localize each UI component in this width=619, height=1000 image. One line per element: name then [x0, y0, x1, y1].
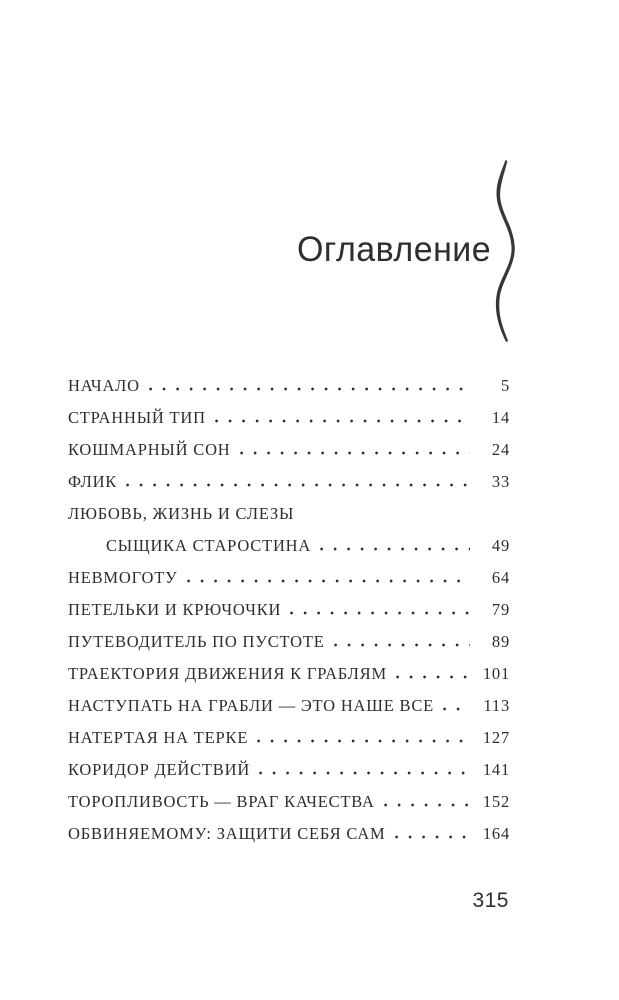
- toc-entry-page: 89: [491, 632, 510, 651]
- toc-entry: [68, 728, 510, 760]
- toc-entry-page: 5: [500, 376, 510, 395]
- dot-leader: [215, 419, 470, 423]
- toc-entry-page: 79: [491, 600, 510, 619]
- toc-entry-title: ОБВИНЯЕМОМУ: ЗАЩИТИ СЕБЯ САМ: [68, 824, 386, 843]
- toc-entry-title: СЫЩИКА СТАРОСТИНА: [106, 536, 312, 555]
- dot-leader: [396, 675, 470, 679]
- folio-page-number: 315: [472, 889, 509, 912]
- toc-entry: [68, 376, 510, 408]
- toc-entry-title: СТРАННЫЙ ТИП: [68, 408, 206, 427]
- toc-entry-title: ФЛИК: [68, 472, 118, 491]
- toc-entry: [68, 760, 510, 792]
- toc-entry-title: ПЕТЕЛЬКИ И КРЮЧОЧКИ: [68, 600, 282, 619]
- toc-entry-page: 113: [483, 696, 510, 715]
- toc-entry-page: 24: [491, 440, 510, 459]
- toc-entry: [68, 504, 510, 536]
- dot-leader: [149, 387, 470, 391]
- toc-entry-title: ПУТЕВОДИТЕЛЬ ПО ПУСТОТЕ: [68, 632, 325, 651]
- toc-entry: [68, 440, 510, 472]
- toc-entry: [68, 696, 510, 728]
- dot-leader: [257, 739, 470, 743]
- toc-entry: [68, 472, 510, 504]
- toc-entry: [68, 408, 510, 440]
- toc-entry: [68, 664, 510, 696]
- dot-leader: [259, 771, 470, 775]
- toc-entry-page: 141: [482, 760, 510, 779]
- decorative-squiggle-icon: [480, 150, 530, 355]
- toc-entry: [68, 600, 510, 632]
- toc-entry-page: 33: [491, 472, 510, 491]
- dot-leader: [395, 835, 470, 839]
- toc-entry-title: НАТЕРТАЯ НА ТЕРКЕ: [68, 728, 249, 747]
- toc-entry-page: 49: [491, 536, 510, 555]
- toc-entry-page: 64: [491, 568, 510, 587]
- toc-entry-title: ЛЮБОВЬ, ЖИЗНЬ И СЛЕЗЫ: [68, 504, 295, 523]
- toc-entry-title: НЕВМОГОТУ: [68, 568, 178, 587]
- toc-entry: [68, 632, 510, 664]
- dot-leader: [384, 803, 470, 807]
- dot-leader: [334, 643, 470, 647]
- toc-entry-title: ТОРОПЛИВОСТЬ — ВРАГ КАЧЕСТВА: [68, 792, 375, 811]
- toc-entry: [68, 536, 510, 568]
- toc-entry-page: 127: [482, 728, 510, 747]
- toc-entry-page: 164: [482, 824, 510, 843]
- dot-leader: [240, 451, 470, 455]
- toc-entry-page: 14: [491, 408, 510, 427]
- dot-leader: [187, 579, 470, 583]
- toc-entry-title: НАЧАЛО: [68, 376, 140, 395]
- toc-entry-title: ТРАЕКТОРИЯ ДВИЖЕНИЯ К ГРАБЛЯМ: [68, 664, 387, 683]
- toc-entry-page: 152: [482, 792, 510, 811]
- toc-entry: [68, 792, 510, 824]
- toc-entry-title: НАСТУПАТЬ НА ГРАБЛИ — ЭТО НАШЕ ВСЕ: [68, 696, 434, 715]
- toc-entry-title: КОШМАРНЫЙ СОН: [68, 440, 231, 459]
- toc-entry-title: КОРИДОР ДЕЙСТВИЙ: [68, 760, 251, 779]
- dot-leader: [320, 547, 470, 551]
- toc-entry-page: 101: [482, 664, 510, 683]
- dot-leader: [303, 515, 470, 519]
- toc-entry: [68, 568, 510, 600]
- dot-leader: [443, 707, 470, 711]
- table-of-contents: [68, 376, 510, 856]
- toc-entry: [68, 824, 510, 856]
- dot-leader: [126, 483, 470, 487]
- dot-leader: [290, 611, 470, 615]
- page-title: Оглавление: [297, 230, 492, 269]
